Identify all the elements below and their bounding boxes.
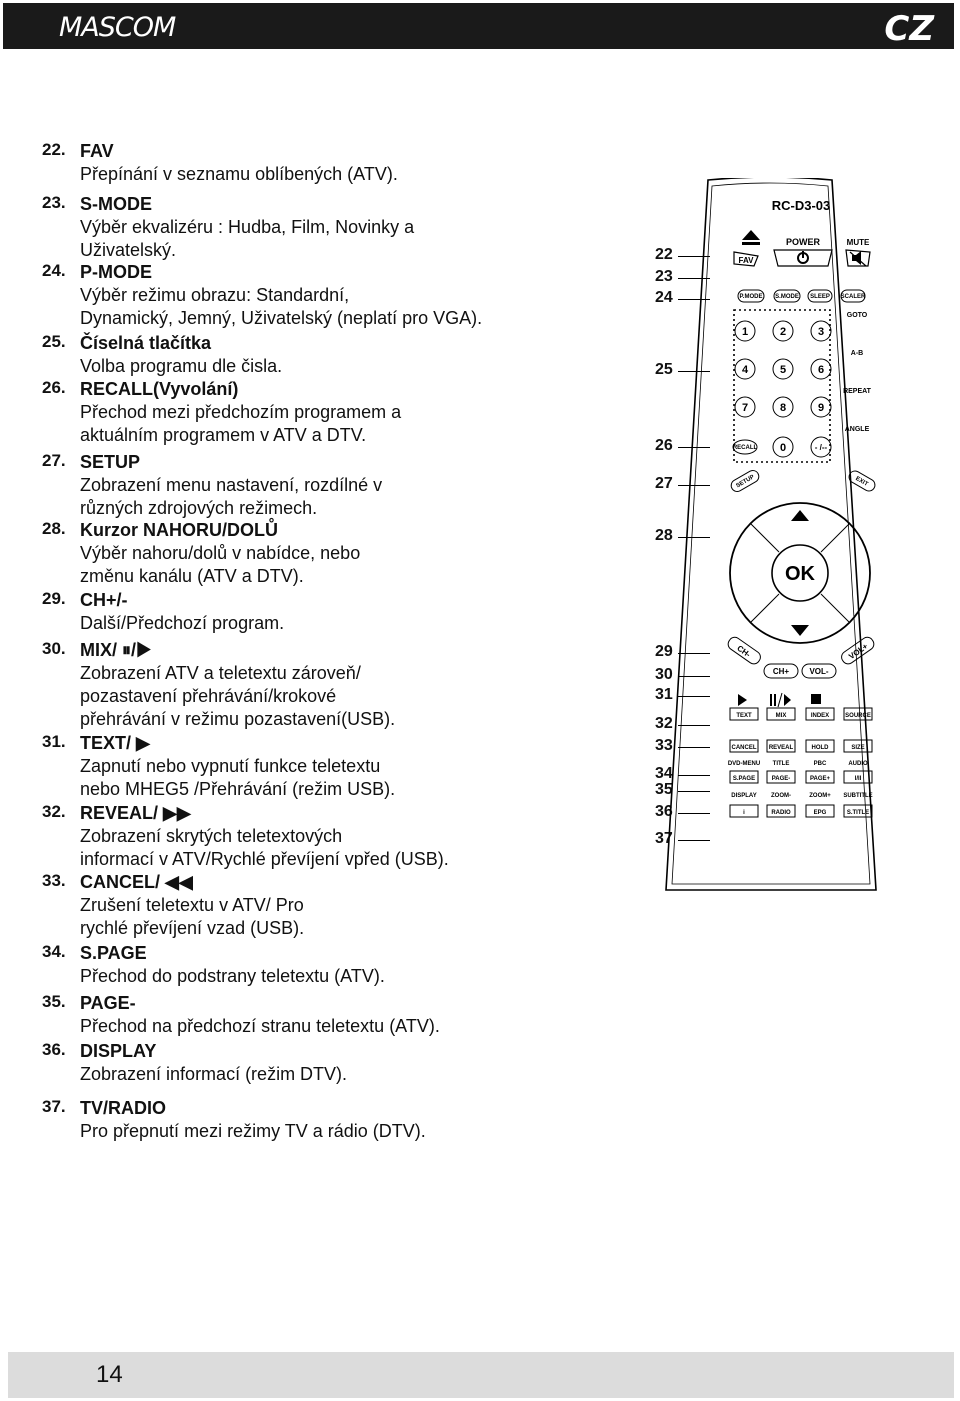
item-description: Zobrazení ATV a teletextu zároveň/ pozastavení přehrávání/krokové přehrávání v režimu pozastavení(USB). — [80, 663, 396, 729]
dash-label: - /-- — [814, 443, 828, 452]
source-label: SOURCE — [845, 713, 871, 719]
function-keypad — [728, 708, 873, 817]
digit-key-label: 9 — [817, 402, 825, 414]
item-title: Číselná tlačítka — [80, 333, 212, 353]
item-description: Výběr nahoru/dolů v nabídce, nebo změnu kanálu (ATV a DTV). — [80, 543, 361, 586]
size-label: SIZE — [851, 745, 865, 751]
item-description: Volba programu dle čisla. — [80, 356, 283, 376]
list-item — [42, 639, 642, 731]
navigation-pad — [730, 503, 870, 643]
list-item — [42, 871, 642, 940]
item-title: S-MODE — [80, 194, 152, 214]
item-number: 25. — [42, 332, 66, 351]
item-description: Přechod mezi předchozím programem a aktuálním programem v ATV a DTV. — [80, 402, 402, 445]
subtitle-label: SUBTITLE — [843, 793, 873, 799]
item-title: FAV — [80, 141, 114, 161]
digit-key-label: 3 — [817, 326, 825, 338]
callout-number: 33 — [655, 737, 673, 754]
item-title: RECALL(Vyvolání) — [80, 379, 239, 399]
list-item — [42, 332, 642, 378]
item-title: CH+/- — [80, 590, 128, 610]
eject-icon — [742, 230, 760, 240]
play-icon — [738, 694, 747, 706]
item-description: Přechod do podstrany teletextu (ATV). — [80, 966, 385, 986]
spage-label: S.PAGE — [732, 776, 756, 782]
zoomm-label: ZOOM- — [771, 793, 791, 799]
item-title: P-MODE — [80, 262, 152, 282]
setup-label: SETUP — [735, 474, 756, 490]
page-number: 14 — [96, 1361, 123, 1388]
item-title: S.PAGE — [80, 943, 147, 963]
chm-label: CH- — [735, 643, 753, 660]
text-label: TEXT — [736, 713, 752, 719]
scaler-label: SCALER — [840, 294, 866, 300]
list-item — [42, 802, 642, 871]
item-number: 37. — [42, 1097, 66, 1116]
title-label: TITLE — [772, 761, 790, 767]
digit-key-label: 2 — [779, 326, 787, 338]
item-number: 24. — [42, 261, 66, 280]
callout-number: 35 — [655, 781, 673, 798]
callout-number: 37 — [655, 830, 673, 847]
mix-label: MIX — [775, 713, 787, 719]
epg-label: EPG — [813, 810, 827, 816]
item-description: Zapnutí nebo vypnutí funkce teletextu nebo MHEG5 /Přehrávání (režim USB). — [80, 756, 396, 799]
item-number: 35. — [42, 992, 66, 1011]
callout-number: 29 — [655, 643, 673, 660]
radio-label: RADIO — [771, 810, 791, 816]
list-item — [42, 1040, 642, 1086]
item-description: Výběr ekvalizéru : Hudba, Film, Novinky a Uživatelský. — [80, 217, 415, 260]
digit-key-label: 0 — [779, 442, 787, 454]
item-number: 26. — [42, 378, 66, 397]
page-footer — [8, 1352, 954, 1398]
list-item — [42, 451, 642, 520]
dvdmenu-label: DVD-MENU — [727, 761, 761, 767]
list-item — [42, 261, 642, 330]
language-code: CZ — [884, 9, 934, 49]
item-title: MIX/ ⏸/▶ — [80, 640, 153, 660]
pagem-label: PAGE- — [771, 776, 791, 782]
item-number: 32. — [42, 802, 66, 821]
item-number: 36. — [42, 1040, 66, 1059]
i_ii-label: I/II — [854, 776, 862, 782]
item-description: Přechod na předchozí stranu teletextu (ATV). — [80, 1016, 440, 1036]
volp-label: VOL+ — [847, 641, 870, 662]
callout-number: 36 — [655, 803, 673, 820]
recall-label: RECALL — [732, 445, 758, 451]
callout-number: 31 — [655, 686, 673, 703]
callout-number: 26 — [655, 437, 673, 454]
repeat-label: REPEAT — [843, 388, 871, 395]
digit-key-label: 6 — [817, 364, 825, 376]
digit-key-label: 4 — [741, 364, 749, 376]
item-title: TV/RADIO — [80, 1098, 167, 1118]
mode-row — [738, 290, 866, 302]
audio-label: AUDIO — [848, 761, 868, 767]
item-title: DISPLAY — [80, 1041, 157, 1061]
item-number: 29. — [42, 589, 66, 608]
callout-number: 34 — [655, 765, 673, 782]
info-label: i — [743, 810, 745, 816]
item-title: SETUP — [80, 452, 141, 472]
item-description: Zobrazení menu nastavení, rozdílné v různých zdrojových režimech. — [80, 475, 383, 518]
reveal-label: REVEAL — [768, 745, 794, 751]
item-description: Zobrazení skrytých teletextových informací v ATV/Rychlé převíjení vpřed (USB). — [80, 826, 449, 869]
callout-number: 32 — [655, 715, 673, 732]
remote-control-illustration — [650, 178, 890, 898]
ok-label: OK — [785, 563, 815, 585]
cancel-label: CANCEL — [731, 745, 757, 751]
pbc-label: PBC — [813, 761, 827, 767]
item-number: 22. — [42, 140, 66, 159]
item-title: REVEAL/ ▶▶ — [80, 803, 191, 823]
item-description: Zrušení teletextu v ATV/ Pro rychlé převíjení vzad (USB). — [80, 895, 305, 938]
up-arrow-icon — [791, 510, 809, 521]
angle-label: ANGLE — [844, 426, 870, 433]
digit-key-label: 5 — [779, 364, 787, 376]
callout-number: 23 — [655, 268, 673, 285]
exit-label: EXIT — [854, 475, 869, 488]
item-number: 23. — [42, 193, 66, 212]
zoomp-label: ZOOM+ — [809, 793, 831, 799]
list-item — [42, 193, 642, 262]
callout-number: 28 — [655, 527, 673, 544]
callout-number: 27 — [655, 475, 673, 492]
list-item — [42, 589, 642, 635]
pause-play-icon — [770, 693, 791, 707]
list-item — [42, 732, 642, 801]
down-arrow-icon — [791, 625, 809, 636]
callout-number: 30 — [655, 666, 673, 683]
stop-icon — [811, 694, 821, 704]
page-header — [3, 3, 954, 49]
digit-key-label: 1 — [741, 326, 749, 338]
display-label: DISPLAY — [731, 793, 757, 799]
item-number: 27. — [42, 451, 66, 470]
power-label: POWER — [785, 237, 821, 247]
brand-logo: MASCOM — [59, 12, 176, 43]
item-description: Další/Předchozí program. — [80, 613, 285, 633]
smode-label: S.MODE — [775, 294, 799, 300]
list-item — [42, 992, 642, 1038]
list-item — [42, 519, 642, 588]
item-description: Přepínání v seznamu oblíbených (ATV). — [80, 164, 398, 184]
pagep-label: PAGE+ — [809, 776, 831, 782]
callout-number: 25 — [655, 361, 673, 378]
sleep-label: SLEEP — [810, 294, 830, 300]
stitle-label: S.TITLE — [846, 810, 870, 816]
item-description: Zobrazení informací (režim DTV). — [80, 1064, 348, 1084]
index-label: INDEX — [810, 713, 830, 719]
item-title: Kurzor NAHORU/DOLŮ — [80, 520, 278, 540]
item-number: 34. — [42, 942, 66, 961]
digit-key-label: 7 — [741, 402, 749, 414]
model-label: RC-D3-03 — [771, 198, 831, 213]
ab-label: A-B — [850, 350, 864, 357]
digit-keypad — [732, 321, 831, 457]
item-title: TEXT/ ▶ — [80, 733, 150, 753]
digit-key-label: 8 — [779, 402, 787, 414]
list-item — [42, 1097, 642, 1143]
item-number: 31. — [42, 732, 66, 751]
list-item — [42, 140, 642, 186]
goto-label: GOTO — [846, 312, 868, 319]
list-item — [42, 378, 642, 447]
hold-label: HOLD — [811, 745, 829, 751]
list-item — [42, 942, 642, 988]
mute-label: MUTE — [846, 238, 870, 247]
pmode-label: P.MODE — [739, 294, 763, 300]
fav-label: FAV — [738, 256, 754, 265]
item-number: 28. — [42, 519, 66, 538]
item-description: Pro přepnutí mezi režimy TV a rádio (DTV). — [80, 1121, 426, 1141]
item-number: 30. — [42, 639, 66, 658]
chp-label: CH+ — [772, 667, 790, 676]
mute-icon — [850, 251, 866, 266]
volm-label: VOL- — [809, 667, 829, 676]
callout-number: 22 — [655, 246, 673, 263]
callout-number: 24 — [655, 289, 673, 306]
item-title: CANCEL/ ◀◀ — [80, 872, 193, 892]
item-description: Výběr režimu obrazu: Standardní, Dynamický, Jemný, Uživatelský (neplatí pro VGA). — [80, 285, 483, 328]
item-title: PAGE- — [80, 993, 136, 1013]
item-number: 33. — [42, 871, 66, 890]
